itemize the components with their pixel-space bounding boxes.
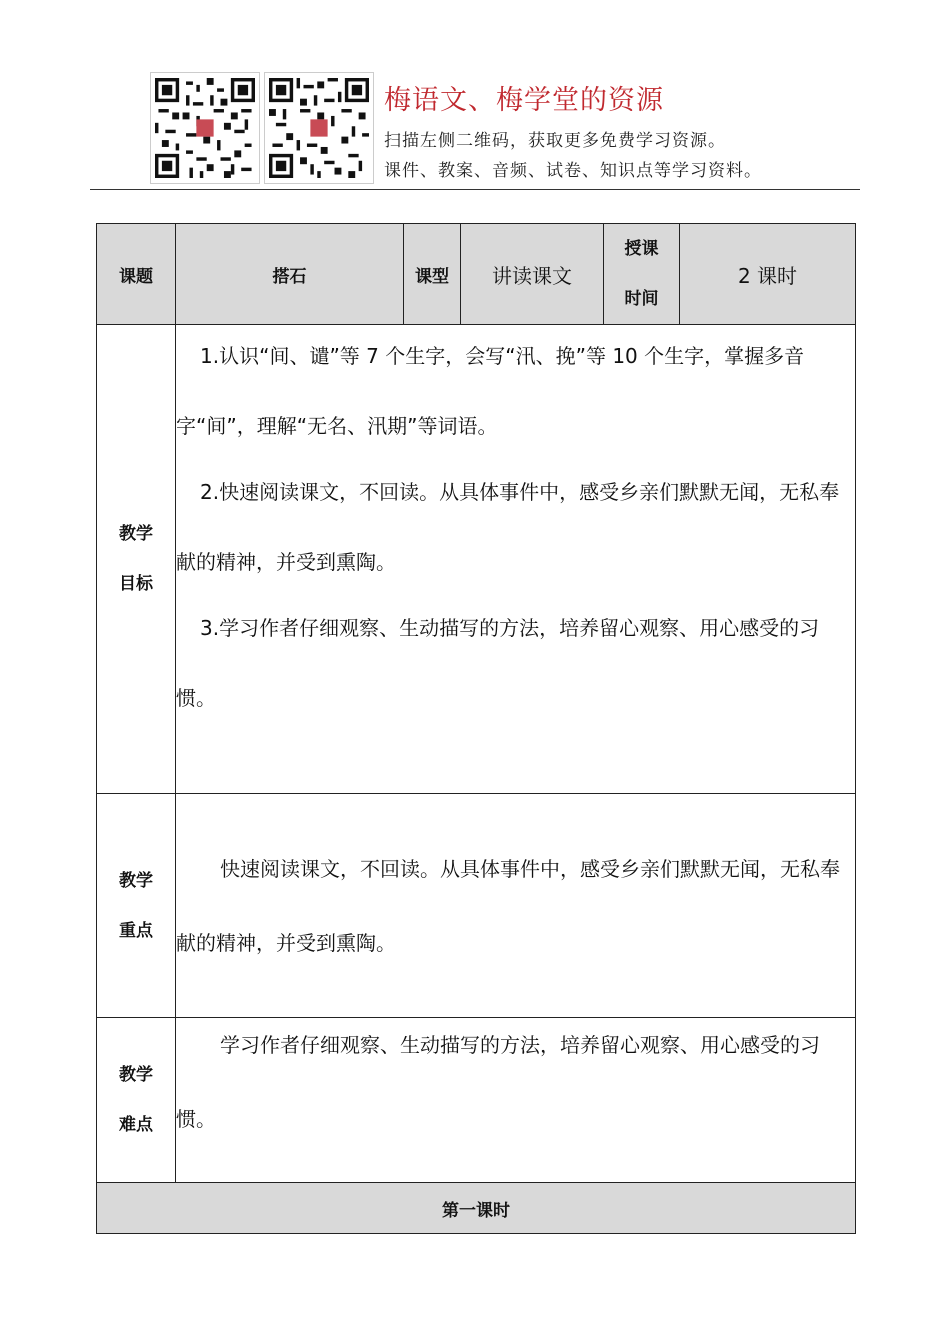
lesson-plan-table	[96, 223, 856, 1234]
qr-code-icon	[269, 77, 369, 179]
time-label-line-1: 授课	[624, 239, 659, 259]
table-row	[97, 1018, 856, 1183]
goal-item: 1.认识“间、谴”等 7 个生字，会写“汛、挽”等 10 个生字，掌握多音字“间”，理解“无名、汛期”等词语。	[176, 344, 805, 438]
difficulty-text: 学习作者仔细观察、生动描写的方法，培养留心观察、用心感受的习惯。	[176, 1033, 820, 1131]
focus-label-line-1: 教学	[119, 870, 153, 891]
difficulty-label-line-1: 教学	[119, 1065, 153, 1085]
brand-subtitle-line-1: 扫描左侧二维码，获取更多免费学习资源。	[384, 131, 726, 151]
qr-code-icon	[155, 77, 255, 179]
difficulty-cell	[176, 1018, 856, 1183]
type-value: 讲读课文	[461, 224, 604, 325]
goals-label-line-2: 目标	[119, 574, 153, 594]
topic-value: 搭石	[176, 224, 404, 325]
goal-item: 2.快速阅读课文，不回读。从具体事件中，感受乡亲们默默无闻，无私奉献的精神，并受到熏陶。	[176, 480, 840, 574]
qr-code-left	[150, 72, 260, 184]
time-label-line-2: 时间	[624, 289, 659, 309]
time-label	[604, 224, 680, 325]
table-row	[97, 1183, 856, 1234]
section-title: 第一课时	[97, 1183, 856, 1234]
focus-label	[97, 794, 176, 1018]
table-row	[97, 224, 856, 325]
goals-label-line-1: 教学	[119, 524, 153, 544]
brand-subtitle-line-2: 课件、教案、音频、试卷、知识点等学习资料。	[384, 161, 762, 181]
brand-title: 梅语文、梅学堂的资源	[384, 85, 664, 116]
time-value: 2 课时	[680, 224, 856, 325]
difficulty-label-line-2: 难点	[119, 1115, 153, 1135]
header-divider	[90, 189, 860, 190]
goal-item: 3.学习作者仔细观察、生动描写的方法，培养留心观察、用心感受的习惯。	[176, 616, 820, 710]
table-row	[97, 325, 856, 794]
focus-cell	[176, 794, 856, 1018]
table-row	[97, 794, 856, 1018]
goals-cell	[176, 325, 856, 794]
difficulty-label	[97, 1018, 176, 1183]
qr-code-right	[264, 72, 374, 184]
focus-text: 快速阅读课文，不回读。从具体事件中，感受乡亲们默默无闻，无私奉献的精神，并受到熏陶。	[176, 856, 840, 955]
type-label: 课型	[404, 224, 461, 325]
goals-label	[97, 325, 176, 794]
topic-label: 课题	[97, 224, 176, 325]
focus-label-line-2: 重点	[119, 920, 153, 941]
